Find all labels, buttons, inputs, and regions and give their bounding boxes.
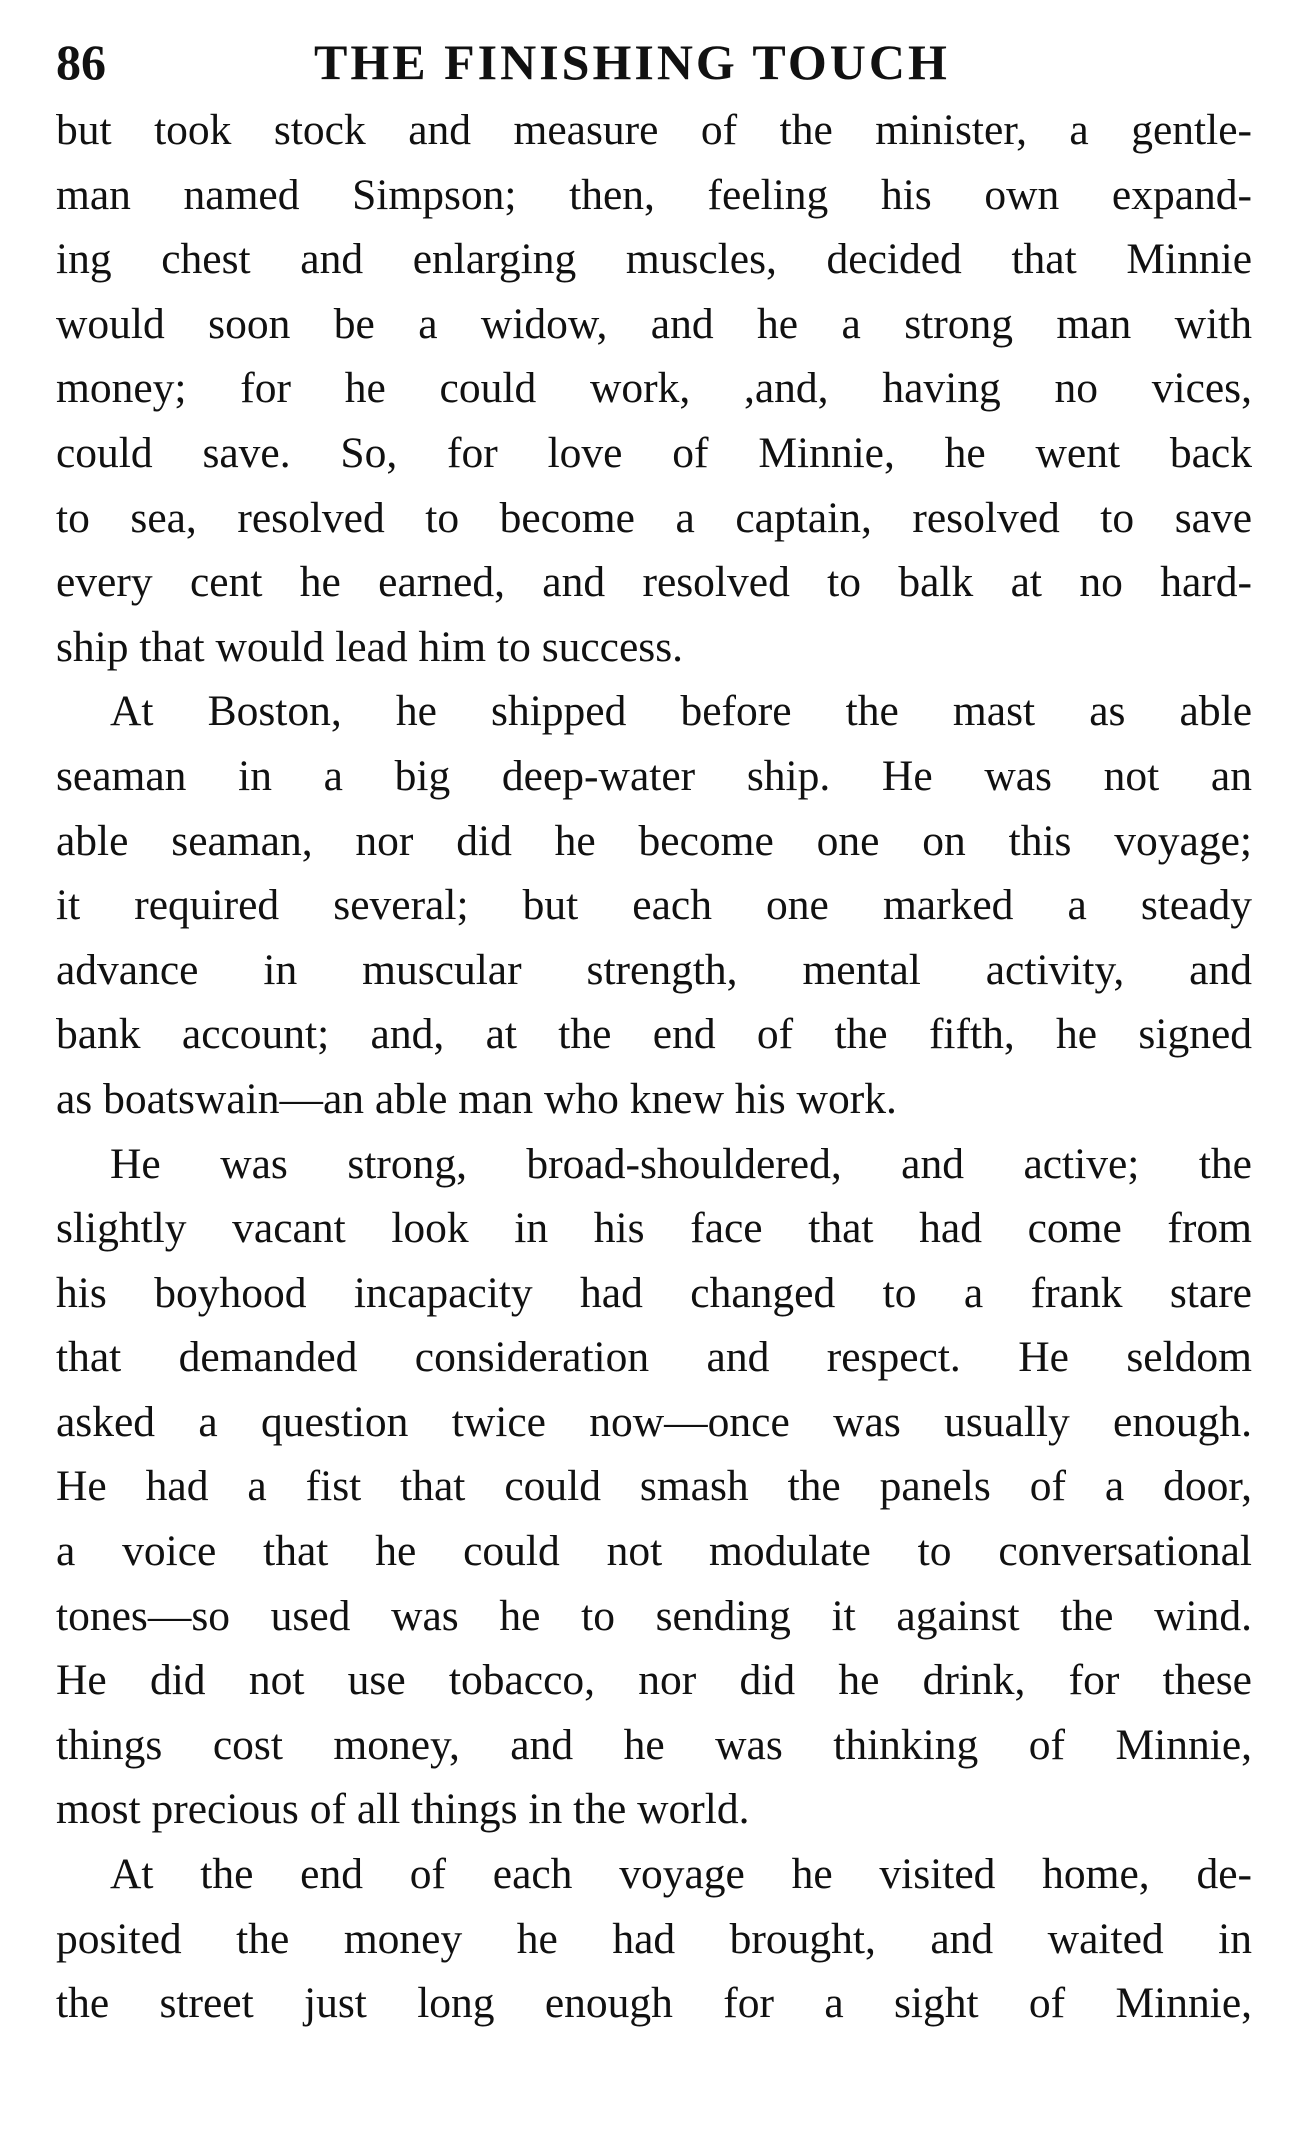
text-line: to sea, resolved to become a captain, resolved to save [56,493,1252,542]
text-line: tones—so used was he to sending it against the wind. [56,1591,1252,1640]
text-line: that demanded consideration and respect. He seldom [56,1333,1252,1382]
text-line: things cost money, and he was thinking of Minnie, [56,1720,1252,1769]
text-line: He had a fist that could smash the panels of a door, [56,1462,1252,1511]
text-line: advance in muscular strength, mental activity, and [56,945,1252,994]
text-line: seaman in a big deep-water ship. He was not an [56,751,1252,800]
body-text [56,98,1252,2036]
paragraph-first-line: He was strong, broad-shouldered, and active; the [110,1139,1252,1188]
text-line: as boatswain—an able man who knew his work. [56,1074,897,1123]
page-number: 86 [56,34,106,90]
text-line: He did not use tobacco, nor did he drink, for these [56,1656,1252,1705]
book-page [56,28,1252,2036]
text-line: every cent he earned, and resolved to balk at no hard- [56,558,1252,607]
text-line: the street just long enough for a sight of Minnie, [56,1979,1252,2028]
text-line: it required several; but each one marked a steady [56,881,1252,930]
text-line: but took stock and measure of the minister, a gentle- [56,106,1252,154]
text-line: a voice that he could not modulate to conversational [56,1527,1252,1576]
text-line: could save. So, for love of Minnie, he went back [56,428,1252,477]
text-line: would soon be a widow, and he a strong man with [56,299,1252,348]
running-title: THE FINISHING TOUCH [314,34,950,90]
text-line: most precious of all things in the world. [56,1785,750,1834]
text-line: able seaman, nor did he become one on this voyage; [56,816,1252,865]
paragraph-first-line: At Boston, he shipped before the mast as able [110,687,1252,736]
text-line: slightly vacant look in his face that had come from [56,1204,1252,1253]
text-line: man named Simpson; then, feeling his own expand- [56,170,1252,219]
paragraph-first-line: At the end of each voyage he visited home, de- [110,1850,1252,1899]
text-line: money; for he could work, ,and, having no vices, [56,364,1252,413]
text-line: ing chest and enlarging muscles, decided that Minnie [56,235,1252,284]
text-line: asked a question twice now—once was usually enough. [56,1397,1252,1446]
text-line: his boyhood incapacity had changed to a frank stare [56,1268,1252,1317]
text-line: bank account; and, at the end of the fifth, he signed [56,1010,1252,1059]
page-header [56,28,1252,96]
text-line: ship that would lead him to success. [56,622,684,671]
text-line: posited the money he had brought, and waited in [56,1914,1252,1963]
